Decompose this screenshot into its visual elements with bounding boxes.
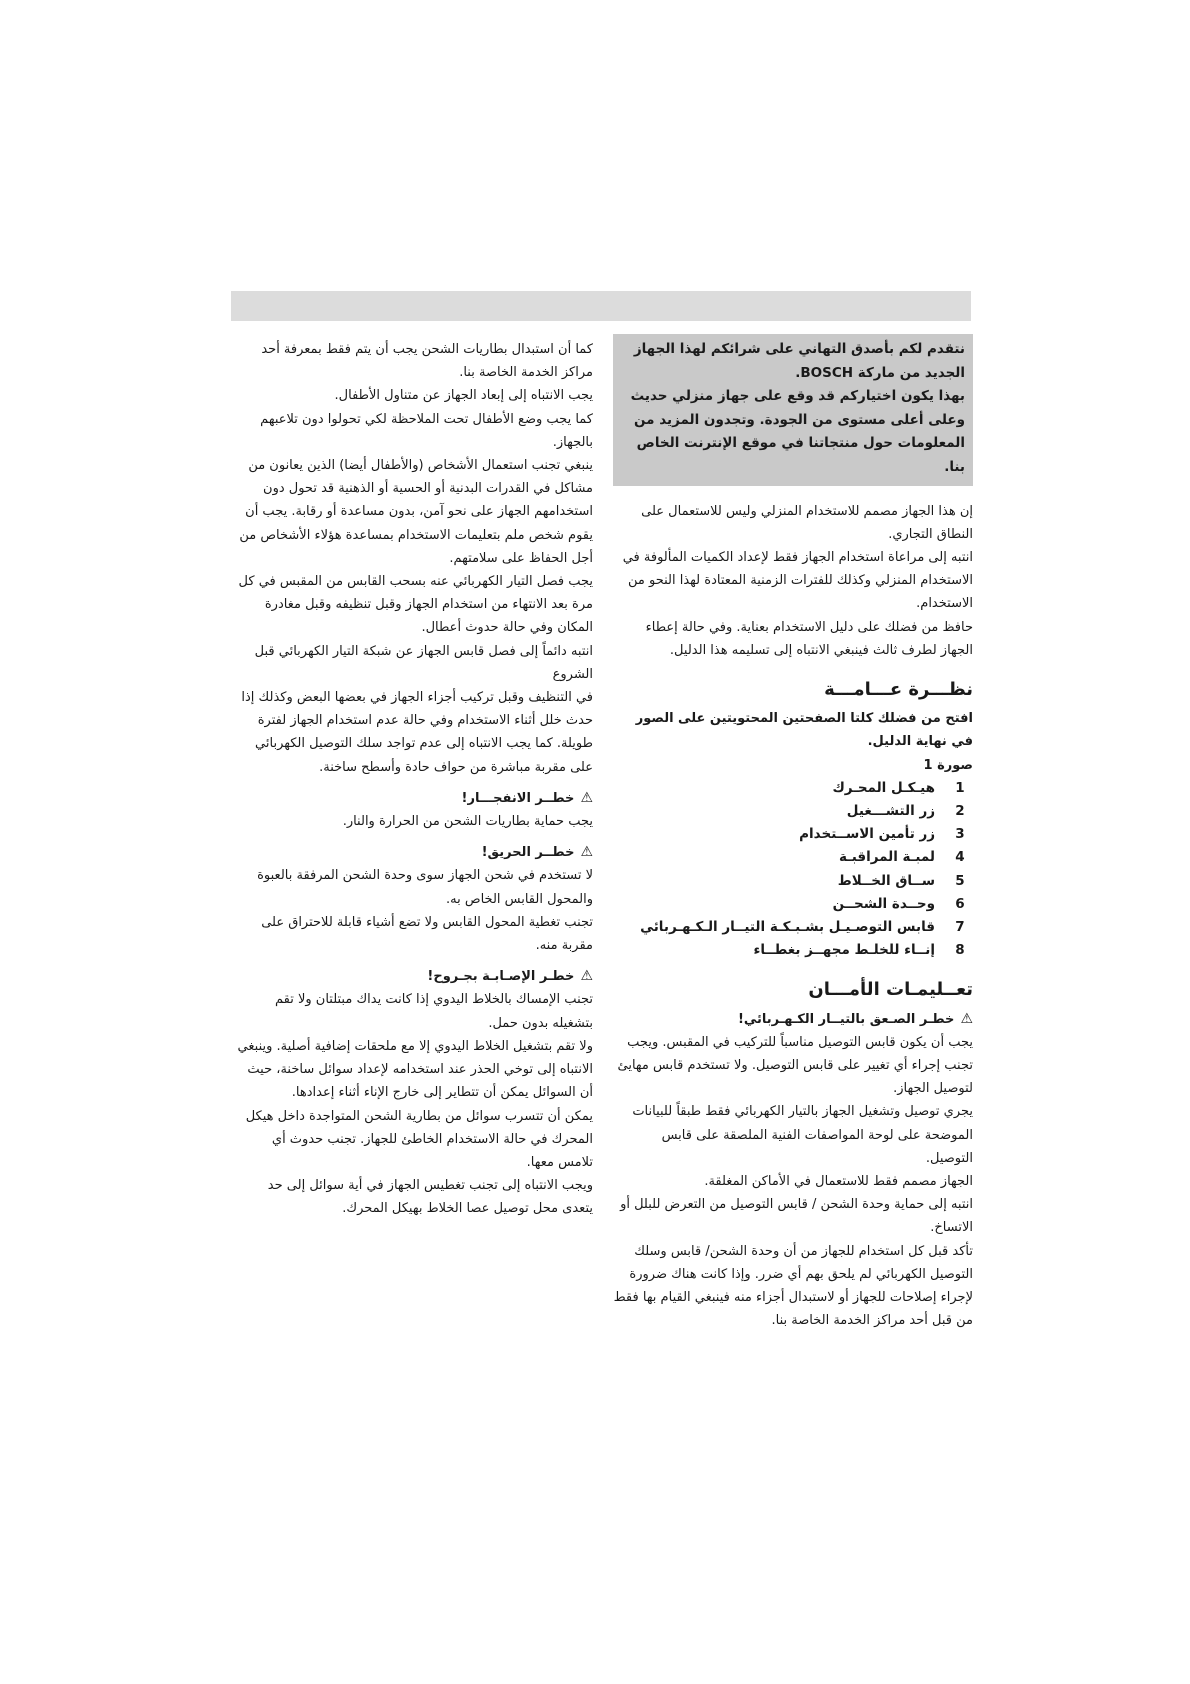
part-label: إنــاء للخلـط مجهــز بغطــاء: [753, 942, 935, 959]
safety-paragraph: يجب الانتباه إلى إبعاد الجهاز عن متناول الأطفال.: [334, 388, 593, 404]
list-item: [613, 939, 973, 962]
overview-heading: نظـــرة عـــامـــة: [824, 678, 973, 700]
part-label: قابس التوصـيـل بشـبـكـة التيــار الـكـهـربائي: [640, 919, 935, 936]
usage-paragraph: انتبه إلى مراعاة استخدام الجهاز فقط لإعداد الكميات المألوفة في الاستخدام المنزلي وكذلك للفترات الزمنية المعتادة لهذا النحو من الاستخدام.: [622, 549, 973, 612]
warning-triangle-icon: ⚠: [960, 1010, 973, 1027]
safety-paragraph: الجهاز مصمم فقط للاستعمال في الأماكن المغلقة.: [704, 1174, 973, 1190]
list-item: [613, 846, 973, 869]
header-bar: [231, 291, 971, 321]
warning-injury: [233, 965, 593, 988]
safety-paragraph: يجب أن يكون قابس التوصيل مناسباً للتركيب في المقبس. ويجب تجنب إجراء أي تغيير على قابس التوصيل. ولا تستخدم قابس مهايئ لتوصيل الجهاز.: [617, 1034, 973, 1097]
warning-title: خطـر الصـعق بالتيــار الكـهـربائي!: [737, 1011, 955, 1027]
part-number: 8: [955, 942, 965, 959]
safety-paragraph: ولا تقم بتشغيل الخلاط اليدوي إلا مع ملحقات إضافية أصلية. وينبغي الانتباه إلى توخي الحذر عند استخدامه لإعداد سوائل ساخنة، حيث أن السوائل يمكن أن تتطاير إلى خارج الإناء أثناء إعدادها.: [237, 1038, 593, 1101]
warning-explosion: [233, 787, 593, 810]
safety-paragraph: تجنب تغطية المحول القابس ولا تضع أشياء قابلة للاحتراق على مقربة منه.: [261, 914, 593, 954]
safety-paragraph: في التنظيف وقبل تركيب أجزاء الجهاز في بعضها البعض وكذلك إذا حدث خلل أثناء الاستخدام وفي حالة عدم استخدام الجهاز لفترة طويلة. كما يجب الانتباه إلى عدم تواجد سلك التوصيل الكهربائي على مقربة مباشرة من حواف حادة وأسطح ساخنة.: [241, 690, 593, 775]
warning-triangle-icon: ⚠: [580, 789, 593, 806]
warning-title: خطــر الحريق!: [481, 845, 575, 861]
safety-paragraph: ويجب الانتباه إلى تجنب تغطيس الجهاز في أية سوائل إلى حد يتعدى محل توصيل عصا الخلاط بهيكل المحرك.: [267, 1178, 593, 1217]
intro-paragraph: نتقدم لكم بأصدق التهاني على شرائكم لهذا الجهاز الجديد من ماركة BOSCH.: [633, 341, 965, 381]
overview-instruction: افتح من فضلك كلتا الصفحتين المحتويتين على الصور في نهاية الدليل.: [635, 711, 973, 750]
part-label: ســاق الخــلاط: [837, 872, 935, 889]
part-number: 2: [955, 803, 965, 819]
right-column: [613, 338, 973, 1332]
safety-paragraph: يجب فصل التيار الكهربائي عنه بسحب القابس من المقبس في كل مرة بعد الانتهاء من استخدام الجهاز وقبل تنظيفه وقبل مغادرة المكان وفي حالة حدوث أعطال.: [238, 574, 593, 636]
part-label: زر التشـــغيل: [846, 803, 935, 819]
part-label: زر تأمين الاســتخدام: [799, 826, 935, 843]
part-number: 1: [955, 779, 965, 796]
list-item: [613, 800, 973, 823]
safety-paragraph: تأكد قبل كل استخدام للجهاز من أن وحدة الشحن/ قابس وسلك التوصيل الكهربائي لم يلحق بهم أي ضرر. وإذا كانت هناك ضرورة لإجراء إصلاحات للجهاز أو لاستبدال أجزاء منه فينبغي القيام بها فقط من قبل أحد مراكز الخدمة الخاصة بنا.: [613, 1243, 973, 1329]
safety-paragraph: كما أن استبدال بطاريات الشحن يجب أن يتم فقط بمعرفة أحد مراكز الخدمة الخاصة بنا.: [261, 342, 593, 381]
warning-electric: [613, 1008, 973, 1031]
list-item: [613, 777, 973, 800]
list-item: [613, 823, 973, 846]
part-number: 4: [955, 849, 965, 866]
figure-label: صورة 1: [923, 757, 973, 773]
list-item: [613, 893, 973, 916]
part-label: هيـكـل المحـرك: [832, 779, 935, 796]
safety-paragraph: يجب حماية بطاريات الشحن من الحرارة والنار.: [342, 814, 593, 830]
part-number: 7: [955, 919, 965, 936]
safety-paragraph: يمكن أن تتسرب سوائل من بطارية الشحن المتواجدة داخل هيكل المحرك في حالة الاستخدام الخاطئ للجهاز. تجنب حدوث أي تلامس معها.: [245, 1108, 593, 1170]
left-column: [233, 338, 593, 1221]
safety-paragraph: كما يجب وضع الأطفال تحت الملاحظة لكي تحولوا دون تلاعبهم بالجهاز.: [260, 411, 593, 450]
safety-paragraph: ينبغي تجنب استعمال الأشخاص (والأطفال أيضا) الذين يعانون من مشاكل في القدرات البدنية أو الحسية أو الذهنية قد تحول دون استخدامهم الجهاز على نحو آمن، بدون مساعدة أو رقابة. يجب أن يقوم شخص ملم بتعليمات الاستخدام بمساعدة هؤلاء الأشخاص من أجل الحفاظ على سلامتهم.: [239, 458, 593, 566]
usage-paragraph: حافظ من فضلك على دليل الاستخدام بعناية. وفي حالة إعطاء الجهاز لطرف ثالث فينبغي الانتباه إلى تسليمه هذا الدليل.: [645, 619, 973, 658]
warning-triangle-icon: ⚠: [580, 968, 593, 985]
part-label: لمبـة المراقبـة: [838, 849, 935, 866]
intro-paragraph: بهذا يكون اختياركم قد وقع على جهاز منزلي حديث وعلى أعلى مستوى من الجودة. وتجدون المزيد من المعلومات حول منتجاتنا في موقع الإنترنت الخاص بنا.: [630, 388, 965, 475]
warning-triangle-icon: ⚠: [580, 844, 593, 861]
part-number: 3: [955, 826, 965, 843]
intro-box: [613, 334, 973, 486]
safety-paragraph: يجري توصيل وتشغيل الجهاز بالتيار الكهربائي فقط طبقاً للبيانات الموضحة على لوحة المواصفات الفنية الملصقة على قابس التوصيل.: [632, 1104, 973, 1166]
safety-paragraph: انتبه دائماً إلى فصل قابس الجهاز عن شبكة التيار الكهربائي قبل الشروع: [254, 643, 593, 682]
parts-list: [613, 777, 973, 963]
warning-fire: [233, 841, 593, 864]
part-label: وحــدة الشحــن: [832, 895, 935, 912]
list-item: [613, 916, 973, 939]
safety-heading: تعــليمـات الأمـــان: [808, 979, 973, 1001]
part-number: 5: [955, 872, 965, 889]
warning-title: خطــر الانفجـــار!: [461, 790, 575, 806]
safety-paragraph: تجنب الإمساك بالخلاط اليدوي إذا كانت يداك مبتلتان ولا تقم بتشغيله بدون حمل.: [274, 992, 593, 1031]
warning-title: خطـر الإصـابـة بجـروح!: [427, 969, 575, 985]
part-number: 6: [955, 895, 965, 912]
safety-paragraph: انتبه إلى حماية وحدة الشحن / قابس التوصيل من التعرض للبلل أو الاتساخ.: [620, 1197, 973, 1236]
list-item: [613, 870, 973, 893]
safety-paragraph: لا تستخدم في شحن الجهاز سوى وحدة الشحن المرفقة بالعبوة والمحول القابس الخاص به.: [257, 868, 593, 907]
usage-paragraph: إن هذا الجهاز مصمم للاستخدام المنزلي وليس للاستعمال على النطاق التجاري.: [641, 503, 973, 542]
